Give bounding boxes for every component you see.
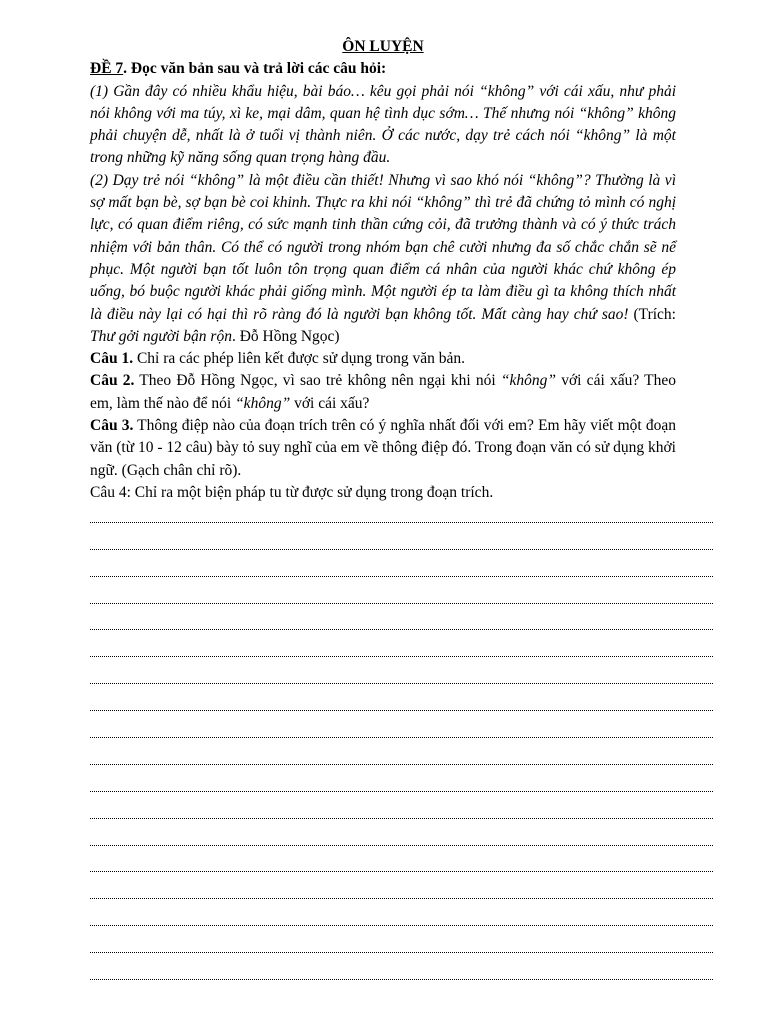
- answer-line[interactable]: [90, 744, 713, 771]
- question-2-text-b: với cái xấu? Theo em, làm thế nào để nói: [90, 372, 676, 412]
- question-2-label: Câu 2.: [90, 372, 135, 390]
- passage-paragraph-2-text: (2) Dạy trẻ nói “không” là một điều cần thiết! Nhưng vì sao khó nói “không”? Thường là vì sợ mất bạn bè, sợ bạn bè coi khinh. Thực ra khi nói “không” thì trẻ đã chứng tỏ mình có nghị lực, có quan điểm riêng, có sức mạnh tinh thần cứng cỏi, đã trưởng thành và có ý thức trách nhiệm với bản thân. Có thể có người trong nhóm bạn chê cười nhưng đa số chắc chắn sẽ nể phục. Một người bạn tốt luôn tôn trọng quan điểm cá nhân của người khác chứ không ép uống, bó buộc người khác phải giống mình. Một người ép ta làm điều gì ta không thích nhất là điều này lại có hại thì rõ ràng đó là người bạn không tốt. Mất càng hay chứ sao!: [90, 171, 676, 323]
- dotted-rule: [90, 710, 713, 711]
- answer-line[interactable]: [90, 583, 713, 610]
- answer-line[interactable]: [90, 932, 713, 959]
- dotted-rule: [90, 603, 713, 604]
- dotted-rule: [90, 979, 713, 980]
- dotted-rule: [90, 898, 713, 899]
- dotted-rule: [90, 522, 713, 523]
- answer-line[interactable]: [90, 905, 713, 932]
- answer-area: [90, 502, 713, 986]
- answer-line[interactable]: [90, 825, 713, 852]
- question-2-text-a: Theo Đỗ Hồng Ngọc, vì sao trẻ không nên ngại khi nói: [134, 372, 501, 390]
- answer-line[interactable]: [90, 798, 713, 825]
- passage-paragraph-2: [90, 170, 676, 348]
- question-4: Câu 4: Chỉ ra một biện pháp tu từ được sử dụng trong đoạn trích.: [90, 483, 494, 501]
- exercise-label: ĐỀ 7: [90, 60, 124, 78]
- answer-line[interactable]: [90, 663, 713, 690]
- dotted-rule: [90, 683, 713, 684]
- answer-line[interactable]: [90, 878, 713, 905]
- answer-line[interactable]: [90, 959, 713, 986]
- question-3: [90, 415, 676, 482]
- question-1-text: Chỉ ra các phép liên kết được sử dụng trong văn bản.: [133, 350, 465, 368]
- dotted-rule: [90, 818, 713, 819]
- question-1-label: Câu 1.: [90, 350, 134, 368]
- dotted-rule: [90, 629, 713, 630]
- answer-line[interactable]: [90, 610, 713, 637]
- question-3-text: Thông điệp nào của đoạn trích trên có ý nghĩa nhất đối với em? Em hãy viết một đoạn văn (từ 10 - 12 câu) bày tỏ suy nghĩ của em về thông điệp đó. Trong đoạn văn có sử dụng khởi ngữ. (Gạch chân chỉ rõ).: [90, 417, 676, 479]
- dotted-rule: [90, 925, 713, 926]
- answer-line[interactable]: [90, 690, 713, 717]
- dotted-rule: [90, 791, 713, 792]
- answer-line[interactable]: [90, 502, 713, 529]
- answer-line[interactable]: [90, 529, 713, 556]
- page-title: ÔN LUYỆN: [342, 38, 424, 55]
- dotted-rule: [90, 845, 713, 846]
- question-2-italic-1: “không”: [500, 372, 557, 390]
- source-prefix: (Trích:: [628, 305, 676, 323]
- answer-line[interactable]: [90, 852, 713, 879]
- dotted-rule: [90, 871, 713, 872]
- answer-line[interactable]: [90, 717, 713, 744]
- exercise-instruction: . Đọc văn bản sau và trả lời các câu hỏi:: [123, 60, 387, 78]
- answer-line[interactable]: [90, 771, 713, 798]
- dotted-rule: [90, 549, 713, 550]
- dotted-rule: [90, 952, 713, 953]
- question-2: [90, 370, 676, 415]
- passage-paragraph-1: (1) Gần đây có nhiều khẩu hiệu, bài báo… kêu gọi phải nói “không” với cái xấu, như phải nói không với ma túy, xì ke, mại dâm, quan hệ tình dục sớm… Thế nhưng nói “không” không phải chuyện dễ, nhất là ở tuổi vị thành niên. Ở các nước, dạy trẻ cách nói “không” là một trong những kỹ năng sống quan trọng hàng đầu.: [90, 82, 676, 167]
- dotted-rule: [90, 576, 713, 577]
- dotted-rule: [90, 656, 713, 657]
- question-2-italic-2: “không”: [235, 394, 291, 412]
- source-author: . Đỗ Hồng Ngọc): [231, 327, 340, 345]
- answer-line[interactable]: [90, 636, 713, 663]
- worksheet: [90, 36, 676, 504]
- dotted-rule: [90, 737, 713, 738]
- exercise-heading: [90, 58, 676, 80]
- question-2-text-c: với cái xấu?: [290, 394, 370, 412]
- question-1: [90, 348, 676, 370]
- question-3-label: Câu 3.: [90, 417, 134, 435]
- dotted-rule: [90, 764, 713, 765]
- source-title: Thư gởi người bận rộn: [90, 327, 232, 345]
- answer-line[interactable]: [90, 556, 713, 583]
